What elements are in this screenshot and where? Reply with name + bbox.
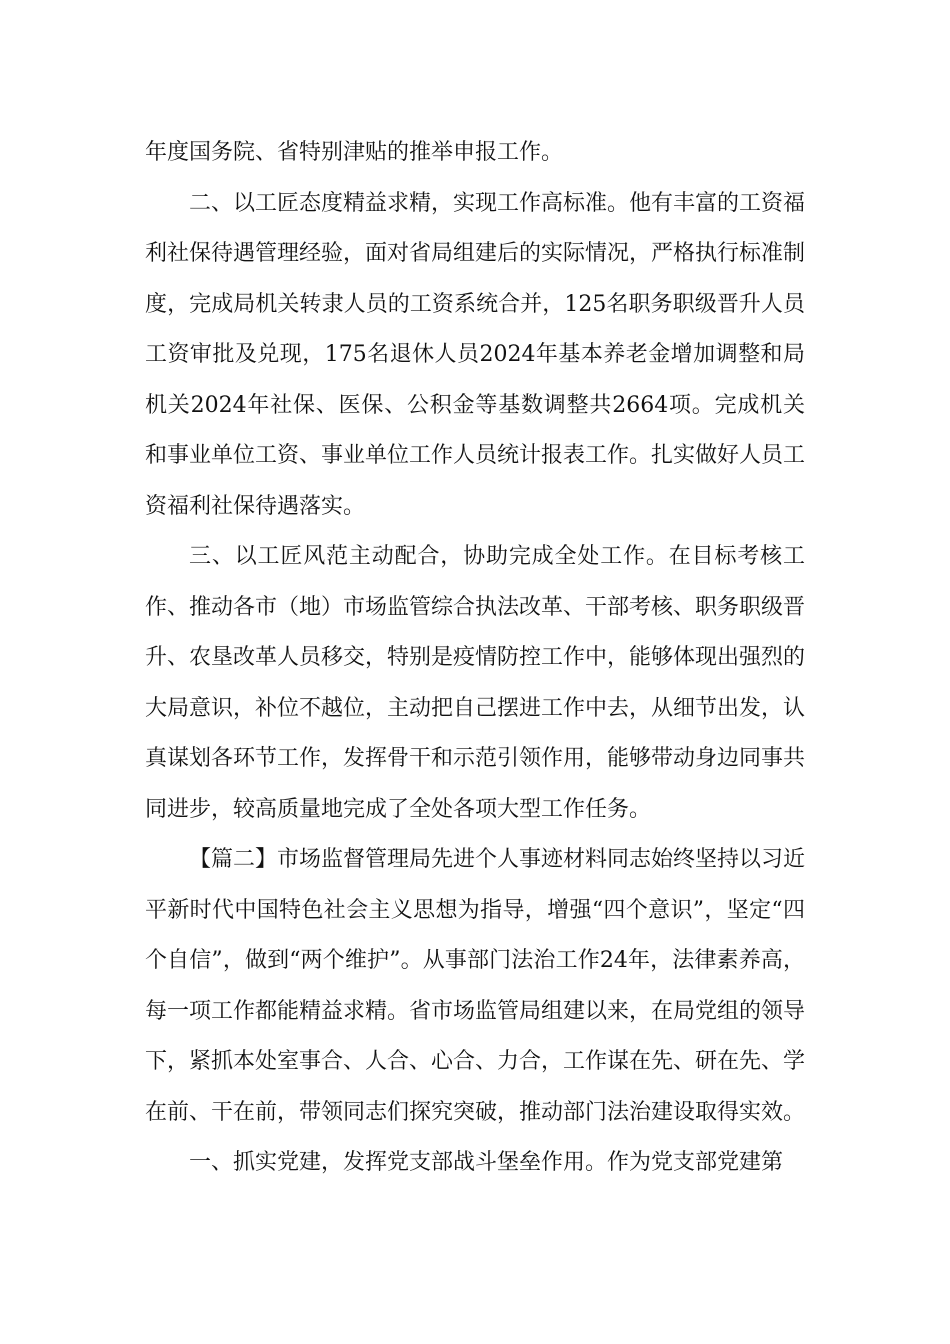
paragraph-section-two: 二、以工匠态度精益求精，实现工作高标准。他有丰富的工资福利社保待遇管理经验，面对省局组建后的实际情况，严格执行标准制度，完成局机关转隶人员的工资系统合并，125名职务职级晋升人员工资审批及兑现，175名退休人员2024年基本养老金增加调整和局机关2024年社保、医保、公积金等基数调整共2664项。完成机关和事业单位工资、事业单位工作人员统计报表工作。扎实做好人员工资福利社保待遇落实。 (145, 190, 806, 519)
paragraph-section-three: 三、以工匠风范主动配合，协助完成全处工作。在目标考核工作、推动各市（地）市场监管综合执法改革、干部考核、职务职级晋升、农垦改革人员移交，特别是疫情防控工作中，能够体现出强烈的大局意识，补位不越位，主动把自己摆进工作中去，从细节出发，认真谋划各环节工作，发挥骨干和示范引领作用，能够带动身边同事共同进步，较高质量地完成了全处各项大型工作任务。 (145, 544, 806, 822)
paragraph-continuation: 年度国务院、省特别津贴的推举申报工作。 (145, 140, 564, 165)
paragraph-section-one: 一、抓实党建，发挥党支部战斗堡垒作用。作为党支部党建第 (189, 1150, 784, 1175)
paragraph-part-two-intro: 【篇二】市场监督管理局先进个人事迹材料同志始终坚持以习近平新时代中国特色社会主义思想为指导，增强“四个意识”，坚定“四个自信”，做到“两个维护”。从事部门法治工作24年，法律素养高，每一项工作都能精益求精。省市场监管局组建以来，在局党组的领导下，紧抓本处室事合、人合、心合、力合，工作谋在先、研在先、学在前、干在前，带领同志们探究突破，推动部门法治建设取得实效。 (145, 847, 806, 1125)
document-body (145, 128, 805, 1189)
